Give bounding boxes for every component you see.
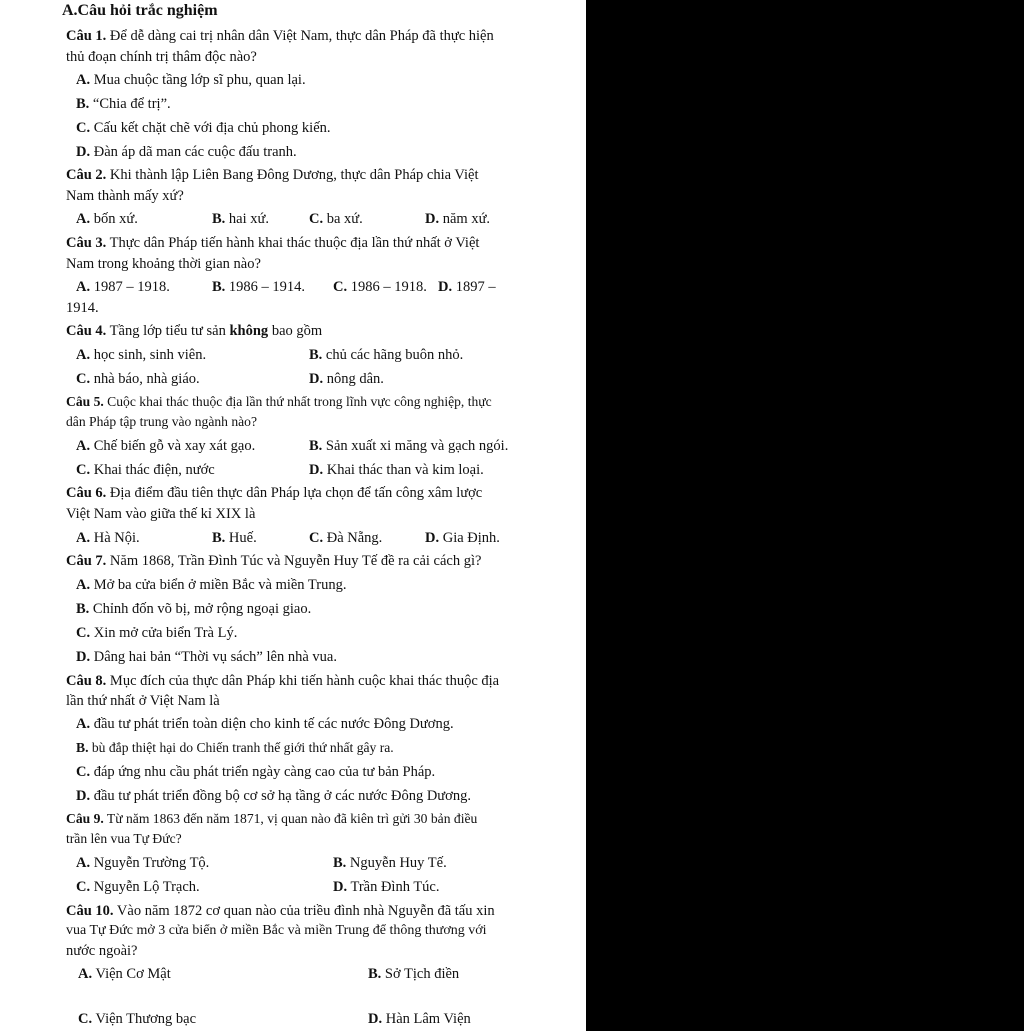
question-7: Câu 7. Năm 1868, Trần Đình Túc và Nguyễn Huy Tế đề ra cải cách gì? bbox=[66, 553, 482, 569]
question-4: Câu 4. Tầng lớp tiểu tư sản không bao gồm bbox=[66, 323, 323, 339]
q1-option-a: A. Mua chuộc tầng lớp sĩ phu, quan lại. bbox=[76, 72, 306, 88]
question-6-text-cont: Việt Nam vào giữa thế kỉ XIX là bbox=[66, 506, 256, 522]
q4-option-b: B. chủ các hãng buôn nhỏ. bbox=[309, 347, 464, 363]
question-8: Câu 8. Mục đích của thực dân Pháp khi tiến hành cuộc khai thác thuộc địa bbox=[66, 673, 500, 689]
q2-option-a: A. bốn xứ. bbox=[76, 211, 138, 227]
q8-option-d: D. đầu tư phát triển đồng bộ cơ sở hạ tầng ở các nước Đông Dương. bbox=[76, 788, 471, 804]
question-10-text-cont: vua Tự Đức mở 3 cửa biển ở miền Bắc và miền Trung để thông thương với bbox=[66, 923, 487, 938]
question-2-text-cont: Nam thành mấy xứ? bbox=[66, 188, 184, 204]
question-8-text-cont: lần thứ nhất ở Việt Nam là bbox=[66, 693, 220, 709]
question-5: Câu 5. Cuộc khai thác thuộc địa lần thứ nhất trong lĩnh vực công nghiệp, thực bbox=[66, 394, 492, 409]
q5-option-a: A. Chế biến gỗ và xay xát gạo. bbox=[76, 438, 256, 454]
section-title: A.Câu hỏi trắc nghiệm bbox=[62, 2, 218, 19]
q10-option-c: C. Viện Thương bạc bbox=[78, 1011, 197, 1027]
question-text: Để dễ dàng cai trị nhân dân Việt Nam, thực dân Pháp đã thực hiện bbox=[106, 28, 494, 44]
q8-option-c: C. đáp ứng nhu cầu phát triển ngày càng cao của tư bản Pháp. bbox=[76, 764, 436, 780]
q1-option-b: B. “Chia để trị”. bbox=[76, 96, 171, 112]
q10-option-b: B. Sở Tịch điền bbox=[368, 966, 460, 982]
q3-option-b: B. 1986 – 1914. bbox=[212, 279, 306, 295]
question-2: Câu 2. Khi thành lập Liên Bang Đông Dương, thực dân Pháp chia Việt bbox=[66, 167, 479, 183]
question-1 bbox=[66, 27, 494, 45]
q4-option-d: D. nông dân. bbox=[309, 371, 384, 387]
q8-option-b: B. bù đắp thiệt hại do Chiến tranh thế giới thứ nhất gây ra. bbox=[76, 740, 394, 755]
q9-option-d: D. Trần Đình Túc. bbox=[333, 879, 440, 895]
q5-option-b: B. Sản xuất xi măng và gạch ngói. bbox=[309, 438, 509, 454]
q3-option-c: C. 1986 – 1918. bbox=[333, 279, 427, 295]
question-9-text-cont: trần lên vua Tự Đức? bbox=[66, 831, 182, 846]
q8-option-a: A. đầu tư phát triển toàn diện cho kinh tế các nước Đông Dương. bbox=[76, 716, 454, 732]
question-10: Câu 10. Vào năm 1872 cơ quan nào của triều đình nhà Nguyễn đã tấu xin bbox=[66, 903, 495, 919]
q9-option-c: C. Nguyễn Lộ Trạch. bbox=[76, 879, 200, 895]
q7-option-c: C. Xin mở cửa biển Trà Lý. bbox=[76, 625, 238, 641]
q7-option-b: B. Chỉnh đốn võ bị, mở rộng ngoại giao. bbox=[76, 601, 312, 617]
q10-option-d: D. Hàn Lâm Viện bbox=[368, 1011, 471, 1027]
q1-option-c: C. Cấu kết chặt chẽ với địa chủ phong kiến. bbox=[76, 120, 331, 136]
q3-option-d-cont: 1914. bbox=[66, 300, 99, 316]
q6-option-a: A. Hà Nội. bbox=[76, 530, 140, 546]
question-3-text-cont: Nam trong khoảng thời gian nào? bbox=[66, 256, 261, 272]
q2-option-b: B. hai xứ. bbox=[212, 211, 269, 227]
q7-option-a: A. Mở ba cửa biển ở miền Bắc và miền Trung. bbox=[76, 577, 347, 593]
q5-option-c: C. Khai thác điện, nước bbox=[76, 462, 215, 478]
q6-option-b: B. Huế. bbox=[212, 530, 257, 546]
question-1-text-cont: thủ đoạn chính trị thâm độc nào? bbox=[66, 49, 257, 65]
q4-option-a: A. học sinh, sinh viên. bbox=[76, 347, 207, 363]
q2-option-d: D. năm xứ. bbox=[425, 211, 491, 227]
q10-option-a: A. Viện Cơ Mật bbox=[78, 966, 171, 982]
question-10-text-cont-2: nước ngoài? bbox=[66, 943, 138, 959]
q9-option-b: B. Nguyễn Huy Tế. bbox=[333, 855, 447, 871]
question-5-text-cont: dân Pháp tập trung vào ngành nào? bbox=[66, 414, 258, 429]
q6-option-d: D. Gia Định. bbox=[425, 530, 500, 546]
q9-option-a: A. Nguyễn Trường Tộ. bbox=[76, 855, 210, 871]
q6-option-c: C. Đà Nẵng. bbox=[309, 530, 383, 546]
question-3: Câu 3. Thực dân Pháp tiến hành khai thác thuộc địa lần thứ nhất ở Việt bbox=[66, 235, 480, 251]
q5-option-d: D. Khai thác than và kim loại. bbox=[309, 462, 484, 478]
question-9: Câu 9. Từ năm 1863 đến năm 1871, vị quan nào đã kiên trì gửi 30 bản điều bbox=[66, 811, 478, 826]
q3-option-a: A. 1987 – 1918. bbox=[76, 279, 170, 295]
q3-option-d: D. 1897 – bbox=[438, 279, 496, 295]
question-number: Câu 1. bbox=[66, 28, 107, 44]
q2-option-c: C. ba xứ. bbox=[309, 211, 363, 227]
q7-option-d: D. Dâng hai bản “Thời vụ sách” lên nhà vua. bbox=[76, 649, 337, 665]
question-6: Câu 6. Địa điểm đầu tiên thực dân Pháp lựa chọn để tấn công xâm lược bbox=[66, 485, 483, 501]
q4-option-c: C. nhà báo, nhà giáo. bbox=[76, 371, 200, 387]
q1-option-d: D. Đàn áp dã man các cuộc đấu tranh. bbox=[76, 144, 297, 160]
